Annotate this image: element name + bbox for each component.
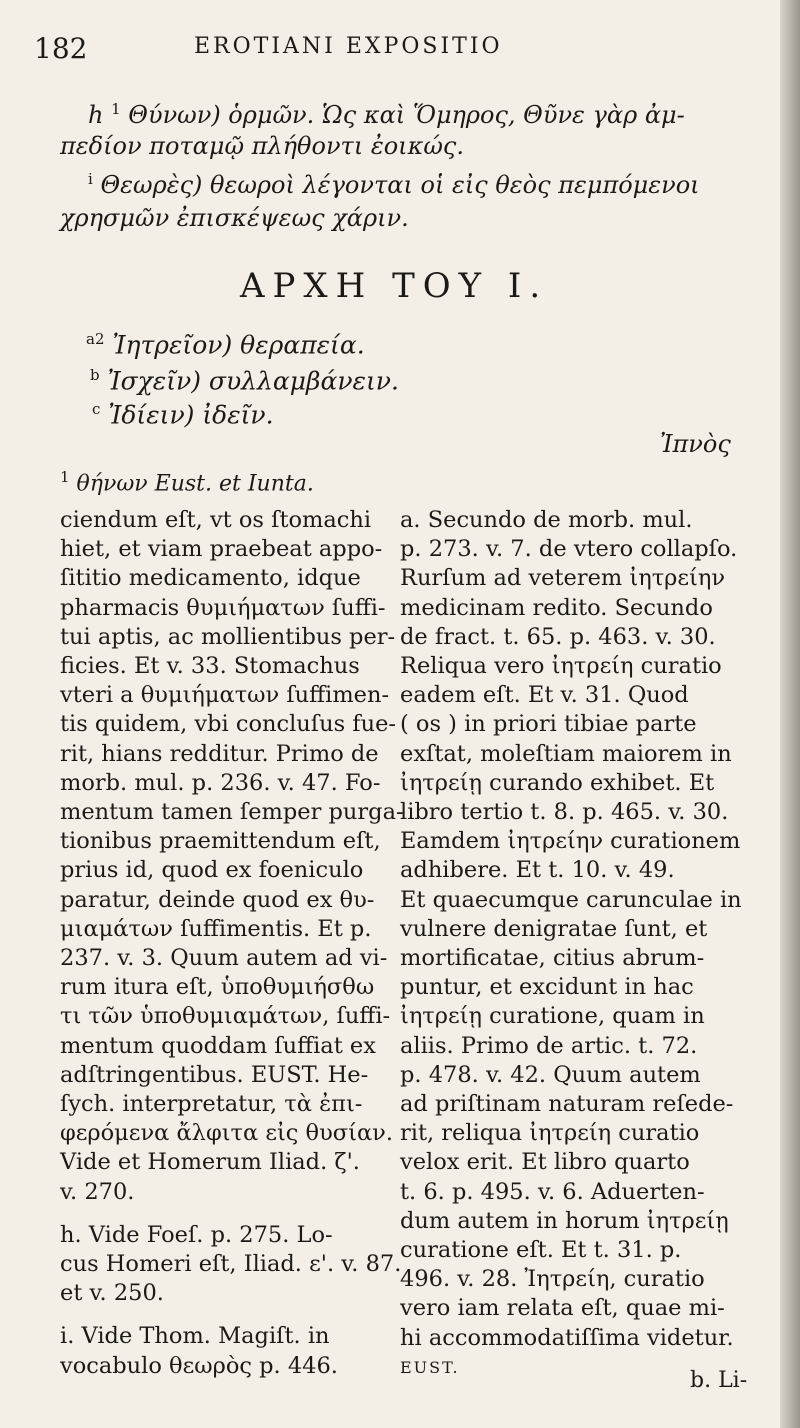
left-line: ficies. Et v. 33. Stomachus bbox=[60, 653, 360, 680]
page-edge bbox=[780, 0, 800, 1428]
left-line: tui aptis, ac mollientibus per- bbox=[60, 623, 396, 650]
note-i-ref-line: i. Vide Thom. Magiſt. in bbox=[60, 1323, 330, 1350]
left-line: ſych. interpretatur, τὰ ἐπι- bbox=[60, 1091, 363, 1118]
entry-c-text: Ἰδίειν) ἰδεῖν. bbox=[108, 400, 274, 430]
right-line: de fract. t. 65. p. 463. v. 30. bbox=[400, 623, 716, 650]
left-line: tis quidem, vbi concluſus fue- bbox=[60, 711, 397, 738]
right-line: Reliqua vero ἰητρείη curatio bbox=[400, 653, 722, 680]
bottom-catchword: b. Li- bbox=[690, 1368, 748, 1393]
footnote-ref: 1 bbox=[60, 468, 70, 486]
entry-a-ref: 2 bbox=[94, 330, 105, 348]
note-h-line-1 bbox=[88, 100, 685, 129]
left-line: Vide et Homerum Iliad. ζ'. bbox=[60, 1149, 360, 1176]
right-line: medicinam redito. Secundo bbox=[400, 594, 713, 621]
right-line: ἰητρείῃ curatione, quam in bbox=[400, 1003, 705, 1030]
right-line: Et quaecumque carunculae in bbox=[400, 886, 742, 913]
note-h-line-2: πεδίον ποταμῷ πλήθοντι ἐοικώς. bbox=[60, 132, 464, 160]
right-line: dum autem in horum ἰητρείῃ bbox=[400, 1207, 729, 1234]
right-line: libro tertio t. 8. p. 465. v. 30. bbox=[400, 799, 729, 826]
right-column bbox=[400, 506, 760, 1382]
left-line: morb. mul. p. 236. v. 47. Fo- bbox=[60, 769, 381, 796]
note-i-line-2: χρησμῶν ἐπισκέψεως χάριν. bbox=[60, 204, 409, 232]
entry-b bbox=[90, 366, 399, 395]
section-title: ΑΡΧΗ ΤΟΥ Ι. bbox=[240, 266, 549, 306]
left-line: 237. v. 3. Quum autem ad vi- bbox=[60, 945, 388, 972]
right-line: curatione eſt. Et t. 31. p. bbox=[400, 1237, 682, 1264]
right-line: adhibere. Et t. 10. v. 49. bbox=[400, 857, 675, 884]
left-column bbox=[60, 506, 404, 1381]
running-head: EROTIANI EXPOSITIO bbox=[194, 34, 503, 59]
left-line: vteri a θυμιήματων ſuffimen- bbox=[60, 682, 390, 709]
left-line: ciendum eſt, vt os ſtomachi bbox=[60, 507, 372, 533]
left-line: pharmacis θυμιήματων ſuffi- bbox=[60, 594, 386, 621]
entry-b-label: b bbox=[90, 366, 100, 384]
left-line: paratur, deinde quod ex θυ- bbox=[60, 886, 375, 913]
catchword: Ἰπνὸς bbox=[660, 430, 731, 458]
left-line: adſtringentibus. EUST. He- bbox=[60, 1061, 369, 1088]
footnote bbox=[60, 468, 314, 496]
left-line: rum itura eſt, ὑποθυμιήσθω bbox=[60, 974, 375, 1001]
page-number: 182 bbox=[34, 32, 88, 65]
right-line: velox erit. Et libro quarto bbox=[400, 1149, 690, 1176]
left-line: τι τῶν ὑποθυμιαμάτων, ſuffi- bbox=[60, 1003, 391, 1030]
right-line: Eamdem ἰητρείην curationem bbox=[400, 828, 741, 855]
note-i-ref-line: vocabulo θεωρὸς p. 446. bbox=[60, 1352, 338, 1379]
right-line: rit, reliqua ἰητρείη curatio bbox=[400, 1120, 700, 1147]
right-line: ad priſtinam naturam reſede- bbox=[400, 1091, 734, 1118]
note-h-ref-line: h. Vide Foeſ. p. 275. Lo- bbox=[60, 1221, 333, 1248]
right-line: 496. v. 28. Ἰητρείη, curatio bbox=[400, 1266, 705, 1293]
right-line: eadem eſt. Et v. 31. Quod bbox=[400, 682, 689, 709]
entry-a-text: Ἰητρεῖον) θεραπεία. bbox=[112, 330, 365, 360]
note-i-line-1 bbox=[88, 170, 700, 199]
right-line: vulnere denigratae ſunt, et bbox=[400, 915, 708, 942]
right-line: hi accommodatiſſima videtur. bbox=[400, 1324, 734, 1351]
right-line: EUST. bbox=[400, 1357, 460, 1377]
page-header bbox=[34, 32, 740, 66]
note-h-ref-line: cus Homeri eſt, Iliad. ε'. v. 87. bbox=[60, 1251, 402, 1278]
right-line: a. Secundo de morb. mul. bbox=[400, 507, 693, 533]
left-line: rit, hians redditur. Primo de bbox=[60, 740, 379, 767]
note-h-text-1: Θύνων) ὁρμῶν. Ὡς καὶ Ὅμηρος, Θῦνε γὰρ ἀμ- bbox=[128, 101, 685, 129]
footnote-text: θήνων Eust. et Iunta. bbox=[76, 471, 314, 497]
note-h-ref: 1 bbox=[111, 100, 121, 118]
left-line: prius id, quod ex foeniculo bbox=[60, 857, 364, 884]
entry-c bbox=[92, 400, 274, 429]
right-line: puntur, et excidunt in hac bbox=[400, 974, 694, 1001]
right-line: exſtat, moleſtiam maiorem in bbox=[400, 740, 732, 767]
note-h-ref-line: et v. 250. bbox=[60, 1280, 164, 1307]
right-line: ( os ) in priori tibiae parte bbox=[400, 711, 697, 738]
left-line: tionibus praemittendum eſt, bbox=[60, 828, 381, 855]
right-line: p. 273. v. 7. de vtero collapſo. bbox=[400, 536, 738, 563]
left-line: v. 270. bbox=[60, 1178, 135, 1205]
right-line: aliis. Primo de artic. t. 72. bbox=[400, 1032, 698, 1059]
note-i-label: i bbox=[88, 170, 93, 188]
entry-c-label: c bbox=[92, 400, 101, 418]
left-line: μιαμάτων ſuffimentis. Et p. bbox=[60, 915, 372, 942]
left-line: φερόμενα ἄλφιτα εἰς θυσίαν. bbox=[60, 1120, 393, 1147]
entry-a-label: a bbox=[86, 330, 95, 348]
left-line: ſititio medicamento, idque bbox=[60, 565, 361, 592]
right-line: mortificatae, citius abrum- bbox=[400, 945, 705, 972]
right-line: p. 478. v. 42. Quum autem bbox=[400, 1061, 701, 1088]
left-line: hiet, et viam praebeat appo- bbox=[60, 536, 383, 563]
note-i-text-1: Θεωρὲς) θεωροὶ λέγονται οἱ εἰς θεὸς πεμπόμενοι bbox=[100, 171, 700, 199]
right-line: vero iam relata eſt, quae mi- bbox=[400, 1295, 725, 1322]
right-line: t. 6. p. 495. v. 6. Aduerten- bbox=[400, 1178, 705, 1205]
left-line: mentum tamen ſemper purga- bbox=[60, 799, 404, 826]
right-line: Rurſum ad veterem ἰητρείην bbox=[400, 565, 726, 592]
left-line: mentum quoddam ſuffiat ex bbox=[60, 1032, 376, 1059]
note-h-label: h bbox=[88, 101, 104, 129]
entry-a bbox=[86, 330, 365, 359]
entry-b-text: Ἰσχεῖν) συλλαμβάνειν. bbox=[107, 366, 399, 396]
right-line: ἰητρείῃ curando exhibet. Et bbox=[400, 769, 715, 796]
